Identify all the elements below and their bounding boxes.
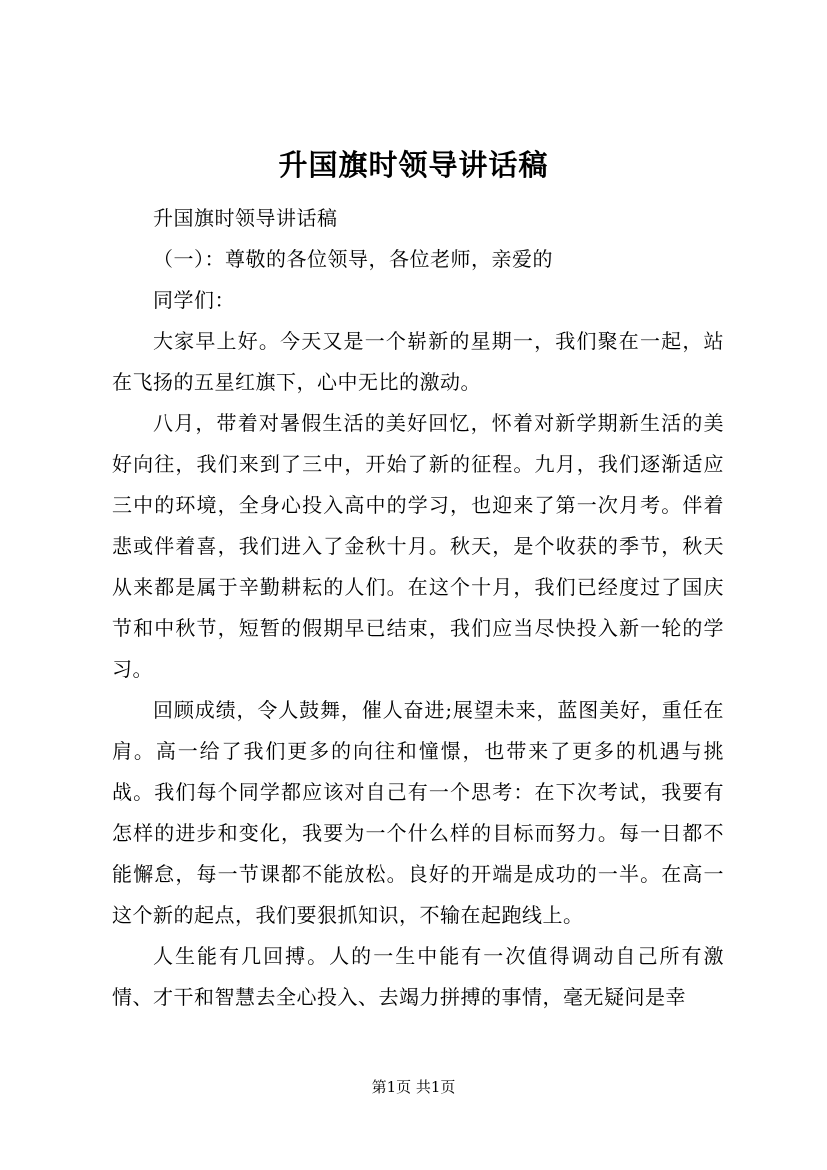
document-body — [112, 198, 724, 1018]
paragraph: 大家早上好。今天又是一个崭新的星期一，我们聚在一起，站在飞扬的五星红旗下，心中无比的激动。 — [112, 329, 724, 394]
page-footer: 第1页 共1页 — [371, 1078, 456, 1096]
paragraph: 人生能有几回搏。人的一生中能有一次值得调动自己所有激情、才干和智慧去全心投入、去竭力拼搏的事情，毫无疑问是幸 — [112, 944, 724, 1009]
paragraph: 升国旗时领导讲话稿 — [153, 206, 338, 230]
paragraph: 八月，带着对暑假生活的美好回忆，怀着对新学期新生活的美好向往，我们来到了三中，开始了新的征程。九月，我们逐渐适应三中的环境，全身心投入高中的学习，也迎来了第一次月考。伴着悲或伴着喜，我们进入了金秋十月。秋天，是个收获的季节，秋天从来都是属于辛勤耕耘的人们。在这个十月，我们已经度过了国庆节和中秋节，短暂的假期早已结束，我们应当尽快投入新一轮的学习。 — [112, 411, 724, 681]
page-title: 升国旗时领导讲话稿 — [278, 148, 549, 182]
paragraph: 回顾成绩，令人鼓舞，催人奋进;展望未来，蓝图美好，重任在肩。高一给了我们更多的向往和憧憬，也带来了更多的机遇与挑战。我们每个同学都应该对自己有一个思考：在下次考试，我要有怎样的进步和变化，我要为一个什么样的目标而努力。每一日都不能懈怠，每一节课都不能放松。良好的开端是成功的一半。在高一这个新的起点，我们要狠抓知识，不输在起跑线上。 — [112, 698, 724, 927]
paragraph: （一）：尊敬的各位领导，各位老师，亲爱的 — [153, 247, 553, 271]
paragraph: 同学们： — [153, 288, 235, 312]
